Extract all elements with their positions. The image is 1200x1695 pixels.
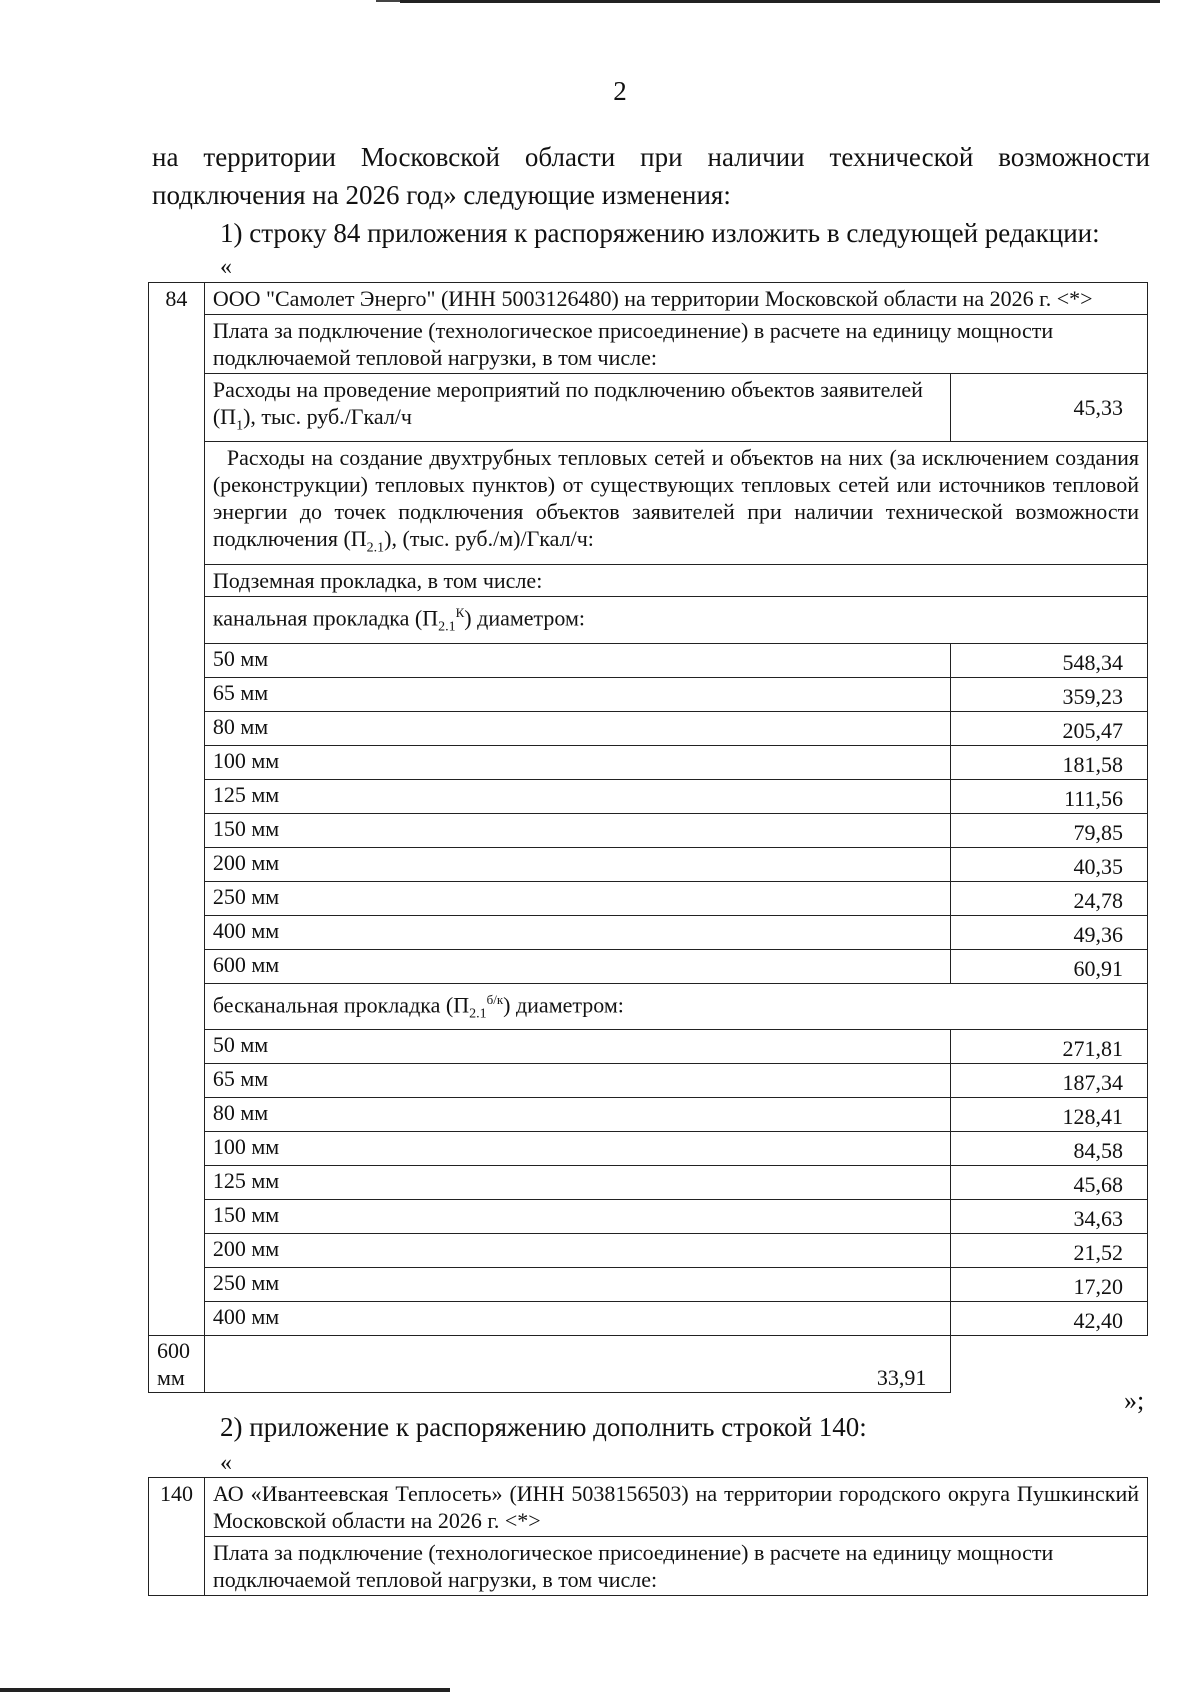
value-cell: 187,34	[951, 1064, 1148, 1098]
diameter-cell: 600 мм	[204, 949, 950, 983]
diameter-cell: 400 мм	[204, 915, 950, 949]
table-row	[149, 949, 1148, 983]
value-cell: 205,47	[951, 711, 1148, 745]
intro-line-2: подключения на 2026 год» следующие изменения:	[152, 180, 731, 210]
value-cell: 33,91	[204, 1336, 950, 1393]
table-row	[149, 1098, 1148, 1132]
open-quote-1: «	[220, 254, 232, 280]
row-number: 140	[149, 1478, 205, 1596]
table-row	[149, 1030, 1148, 1064]
item-2: 2) приложение к распоряжению дополнить строкой 140:	[220, 1412, 867, 1442]
value-cell: 24,78	[951, 881, 1148, 915]
underground-label: Подземная прокладка, в том числе:	[204, 564, 1147, 596]
diameter-cell: 150 мм	[204, 813, 950, 847]
diameter-cell: 65 мм	[204, 1064, 950, 1098]
diameter-cell: 50 мм	[204, 1030, 950, 1064]
table-row-140	[148, 1477, 1148, 1596]
table-row	[149, 779, 1148, 813]
page-number: 2	[613, 76, 627, 106]
table-row	[149, 745, 1148, 779]
value-cell: 128,41	[951, 1098, 1148, 1132]
diameter-cell: 600 мм	[149, 1336, 205, 1393]
value-cell: 111,56	[951, 779, 1148, 813]
table-row	[149, 643, 1148, 677]
value-cell: 17,20	[951, 1268, 1148, 1302]
table-row	[149, 813, 1148, 847]
diameter-cell: 125 мм	[204, 779, 950, 813]
value-cell: 34,63	[951, 1200, 1148, 1234]
fee-description: Плата за подключение (технологическое присоединение) в расчете на единицу мощности подключаемой тепловой нагрузки, в том числе:	[204, 315, 1147, 374]
channel-label: канальная прокладка $(П_{2.1}^К)$ диаметром:	[204, 596, 1147, 643]
diameter-cell: 80 мм	[204, 1098, 950, 1132]
value-cell: 548,34	[951, 643, 1148, 677]
diameter-cell: 100 мм	[204, 1132, 950, 1166]
value-cell: 45,68	[951, 1166, 1148, 1200]
value-cell: 79,85	[951, 813, 1148, 847]
diameter-cell: 200 мм	[204, 1234, 950, 1268]
diameter-cell: 50 мм	[204, 643, 950, 677]
intro-paragraph	[152, 138, 1150, 214]
table-row	[149, 1132, 1148, 1166]
value-cell: 60,91	[951, 949, 1148, 983]
nochannel-label: бесканальная прокладка $(П_{2.1}^{б/к})$ диаметром:	[204, 983, 1147, 1030]
table-row	[149, 915, 1148, 949]
table-row	[149, 1302, 1148, 1336]
value-cell: 271,81	[951, 1030, 1148, 1064]
table-row	[149, 1200, 1148, 1234]
org-name: АО «Ивантеевская Теплосеть» (ИНН 5038156503) на территории городского округа Пушкинский Московской области на 2026 г. <*>	[204, 1478, 1147, 1537]
row-number: 84	[149, 283, 205, 1336]
diameter-cell: 250 мм	[204, 1268, 950, 1302]
table-row	[149, 1234, 1148, 1268]
diameter-cell: 100 мм	[204, 745, 950, 779]
close-quote-1: »;	[1124, 1386, 1145, 1415]
table-row	[149, 711, 1148, 745]
p21-label: Расходы на создание двухтрубных тепловых сетей и объектов на них (за исключением создания (реконструкции) тепловых пунктов) от существующих тепловых сетей или источников тепловой энергии до точек подключения объектов заявителей при наличии технической возможности подключения $(П_{2.1})$, (тыс. руб./м)/Гкал/ч:	[204, 442, 1147, 564]
item-1: 1) строку 84 приложения к распоряжению изложить в следующей редакции:	[220, 218, 1100, 248]
diameter-cell: 125 мм	[204, 1166, 950, 1200]
diameter-cell: 400 мм	[204, 1302, 950, 1336]
diameter-cell: 80 мм	[204, 711, 950, 745]
value-cell: 21,52	[951, 1234, 1148, 1268]
table-row	[149, 881, 1148, 915]
table-row-84	[148, 282, 1148, 1393]
intro-line-1: на территории Московской области при наличии технической возможности	[152, 142, 1150, 172]
diameter-cell: 65 мм	[204, 677, 950, 711]
p1-value: 45,33	[951, 374, 1148, 442]
scan-artifact	[0, 1688, 450, 1692]
scan-artifact	[400, 0, 1160, 3]
value-cell: 49,36	[951, 915, 1148, 949]
value-cell: 40,35	[951, 847, 1148, 881]
table-row	[149, 1166, 1148, 1200]
diameter-cell: 200 мм	[204, 847, 950, 881]
table-row	[149, 1268, 1148, 1302]
table-row	[149, 847, 1148, 881]
p1-label: Расходы на проведение мероприятий по подключению объектов заявителей $(П_1)$, тыс. руб./Гкал/ч	[204, 374, 950, 442]
diameter-cell: 250 мм	[204, 881, 950, 915]
org-name: ООО "Самолет Энерго" (ИНН 5003126480) на территории Московской области на 2026 г. <*>	[204, 283, 1147, 315]
table-row	[149, 677, 1148, 711]
value-cell: 181,58	[951, 745, 1148, 779]
value-cell: 42,40	[951, 1302, 1148, 1336]
table-row	[149, 1064, 1148, 1098]
value-cell: 84,58	[951, 1132, 1148, 1166]
open-quote-2: «	[220, 1450, 232, 1476]
diameter-cell: 150 мм	[204, 1200, 950, 1234]
table-row	[149, 1336, 1148, 1393]
value-cell: 359,23	[951, 677, 1148, 711]
fee-description: Плата за подключение (технологическое присоединение) в расчете на единицу мощности подключаемой тепловой нагрузки, в том числе:	[204, 1537, 1147, 1596]
